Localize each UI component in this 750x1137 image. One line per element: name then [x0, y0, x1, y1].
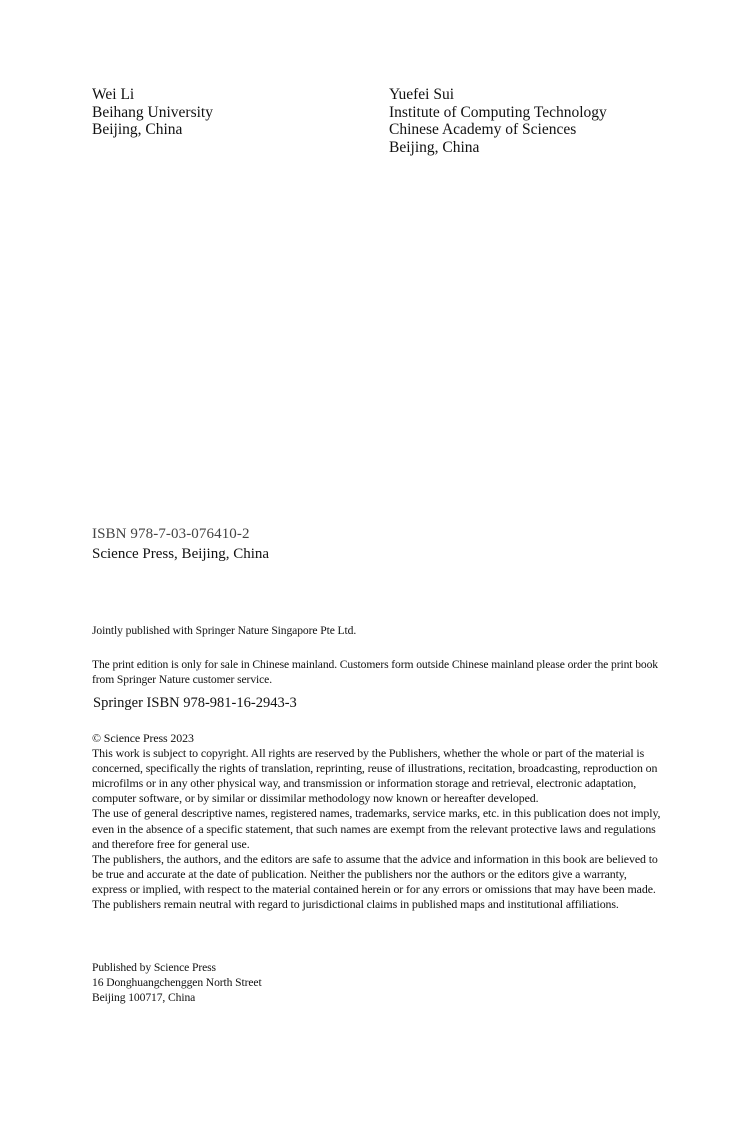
publisher-line: Science Press, Beijing, China [92, 546, 270, 562]
copyright-line: © Science Press 2023 [92, 731, 194, 745]
author-name: Wei Li [92, 86, 135, 103]
author-block-left [92, 86, 213, 139]
copyright-paragraph: The use of general descriptive names, registered names, trademarks, service marks, etc. in this publication does not imply, even in the absence of a specific statement, that such names are exempt from the relevant protective laws and regulations and therefore free for general use. [92, 806, 661, 851]
address-line: Published by Science Press [92, 961, 216, 974]
copyright-block [92, 731, 662, 912]
isbn-block [92, 524, 269, 564]
copyright-paragraph: This work is subject to copyright. All rights are reserved by the Publishers, whether the whole or part of the material is concerned, specifically the rights of translation, reprinting, reuse of illustrations, recitation, broadcasting, reproduction on microfilms or in any other physical way, and transmission or information storage and retrieval, electronic adaptation, computer software, or by similar or dissimilar methodology now known or hereafter developed. [92, 746, 658, 806]
copyright-paragraph: The publishers, the authors, and the editors are safe to assume that the advice and information in this book are believed to be true and accurate at the date of publication. Neither the publishers nor the authors or the editors give a warranty, express or implied, with respect to the material contained herein or for any errors or omissions that may have been made. The publishers remain neutral with regard to jurisdictional claims in published maps and institutional affiliations. [92, 851, 658, 912]
jointly-published-note: Jointly published with Springer Nature Singapore Pte Ltd. [92, 624, 357, 637]
author-affiliation-line: Beijing, China [92, 121, 183, 138]
address-line: 16 Donghuangchenggen North Street [92, 976, 262, 989]
author-name: Yuefei Sui [389, 86, 455, 103]
author-affiliation-line: Beijing, China [389, 138, 480, 156]
address-line: Beijing 100717, China [92, 991, 196, 1004]
publisher-address [92, 960, 662, 1005]
author-affiliation-line: Chinese Academy of Sciences [389, 121, 577, 138]
author-block-right [389, 86, 607, 156]
print-edition-note: The print edition is only for sale in Chinese mainland. Customers form outside Chinese mainland please order the print book from Springer Nature customer service. [92, 658, 658, 686]
springer-isbn: Springer ISBN 978-981-16-2943-3 [93, 695, 297, 711]
author-affiliation-line: Beihang University [92, 103, 213, 121]
isbn-line: ISBN 978-7-03-076410-2 [92, 526, 250, 542]
author-affiliation-line: Institute of Computing Technology [389, 103, 607, 121]
